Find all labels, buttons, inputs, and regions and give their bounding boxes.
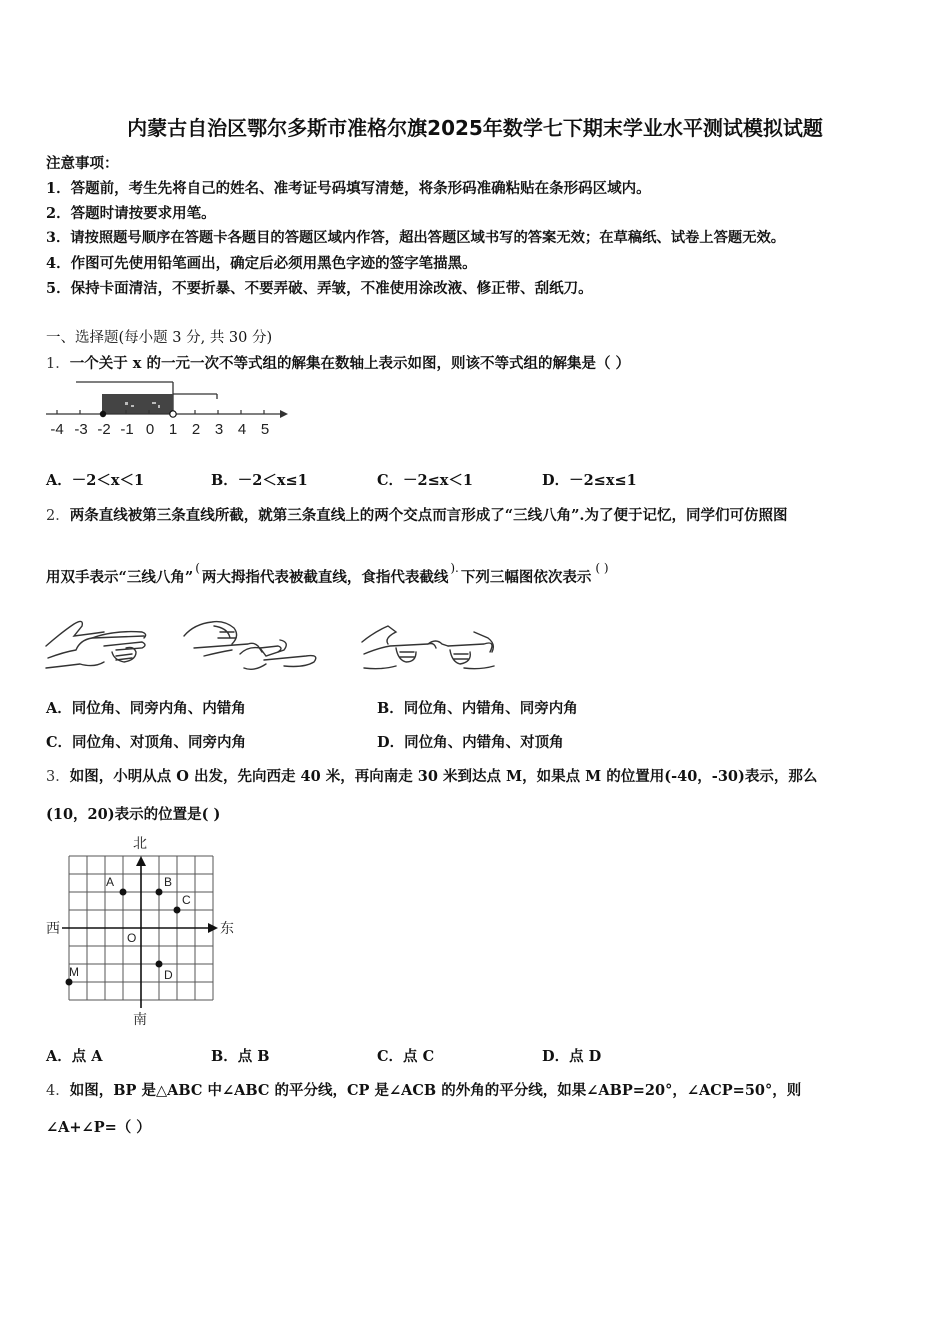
hand-figure-1 (46, 621, 146, 668)
option-d: D．－2≤x≤1 (542, 472, 637, 489)
axis-tick-label: -4 (50, 421, 64, 438)
point-b-label: B (164, 875, 173, 889)
axis-tick-label: 2 (191, 421, 201, 438)
axis-tick-label: -1 (120, 421, 134, 438)
question-text: ∠A+∠P=（ ） (46, 1119, 151, 1136)
option-a: A．－2＜x＜1 (46, 472, 145, 489)
number-line-figure (40, 376, 290, 440)
point-d-label: D (164, 968, 173, 982)
option-b: B．点 B (211, 1048, 270, 1065)
north-label: 北 (133, 835, 147, 851)
east-label: 东 (220, 920, 234, 936)
axis-tick-label: -2 (97, 421, 111, 438)
option-b: B．同位角、内错角、同旁内角 (377, 700, 578, 717)
question-text: 下列三幅图依次表示 (460, 569, 592, 586)
question-text: 用双手表示“三线八角” (46, 569, 194, 586)
paren-open: ( (195, 561, 200, 575)
section-heading: 一、选择题(每小题 3 分, 共 30 分) (46, 330, 273, 346)
option-c: C．－2≤x＜1 (377, 472, 474, 489)
notice-heading: 注意事项： (46, 155, 119, 172)
axis-tick-label: 4 (237, 421, 247, 438)
option-d: D．点 D (542, 1048, 602, 1065)
origin-label: O (127, 931, 137, 945)
question-text: 两大拇指代表被截直线，食指代表截线 (201, 569, 449, 586)
question-text: 如图，小明从点 O 出发，先向西走 40 米，再向南走 30 米到达点 M，如果点 M 的位置用(-40，-30)表示，那么 (69, 768, 818, 785)
question-2 (46, 504, 787, 525)
question-4 (46, 1079, 801, 1100)
west-label: 西 (46, 920, 60, 936)
notice-item: 2．答题时请按要求用笔。 (46, 205, 216, 222)
point-m (66, 979, 73, 986)
notice-item: 1．答题前，考生先将自己的姓名、准考证号码填写清楚，将条形码准确粘贴在条形码区域内。 (46, 180, 651, 197)
point-d (156, 961, 163, 968)
question-1 (46, 352, 630, 373)
page-title: 内蒙古自治区鄂尔多斯市准格尔旗2025年数学七下期末学业水平测试模拟试题 (127, 116, 823, 140)
question-2-line-2 (46, 561, 609, 587)
hand-figure-2 (184, 622, 316, 670)
open-endpoint (170, 411, 176, 417)
axis-tick-label: 0 (145, 421, 155, 438)
axis-tick-label: 3 (214, 421, 224, 438)
option-b: B．－2＜x≤1 (211, 472, 308, 489)
notice-item: 3．请按照题号顺序在答题卡各题目的答题区域内作答，超出答题区域书写的答案无效；在草稿纸、试卷上答题无效。 (46, 230, 786, 246)
point-b (156, 889, 163, 896)
south-label: 南 (133, 1011, 147, 1027)
option-d: D．同位角、内错角、对顶角 (377, 734, 564, 751)
question-text: 两条直线被第三条直线所截，就第三条直线上的两个交点而言形成了“三线八角”.为了便于记忆，同学们可仿照图 (69, 507, 788, 524)
point-c-label: C (182, 893, 191, 907)
point-a (120, 889, 127, 896)
point-a-label: A (106, 875, 115, 889)
hand-gesture-figures (44, 612, 499, 678)
notice-item: 5．保持卡面清洁，不要折暴、不要弄破、弄皱，不准使用涂改液、修正带、刮纸刀。 (46, 280, 593, 297)
closed-endpoint (100, 411, 106, 417)
option-a: A．点 A (46, 1048, 103, 1065)
option-c: C．同位角、对顶角、同旁内角 (46, 734, 247, 751)
question-number: 1． (46, 356, 70, 372)
coordinate-grid-figure (40, 830, 240, 1030)
question-text: 如图，BP 是△ABC 中∠ABC 的平分线，CP 是∠ACB 的外角的平分线，如果∠ABP=20°，∠ACP=50°，则 (69, 1082, 802, 1099)
point-m-label: M (69, 965, 79, 979)
question-number: 3． (46, 769, 70, 785)
hand-figure-3 (362, 626, 494, 669)
axis-tick-label: 1 (168, 421, 178, 438)
question-text: 一个关于 x 的一元一次不等式组的解集在数轴上表示如图，则该不等式组的解集是（ ） (69, 355, 631, 372)
option-c: C．点 C (377, 1048, 435, 1065)
notice-item: 4．作图可先使用铅笔画出，确定后必须用黑色字迹的签字笔描黑。 (46, 255, 477, 272)
point-c (174, 907, 181, 914)
paren-close: ). (450, 561, 459, 575)
question-number: 2． (46, 508, 70, 524)
question-3 (46, 765, 817, 786)
axis-tick-label: -3 (74, 421, 88, 438)
answer-blank: ( ) (595, 561, 609, 575)
question-number: 4． (46, 1083, 70, 1099)
axis-tick-label: 5 (260, 421, 270, 438)
question-text: (10，20)表示的位置是( ) (46, 806, 221, 823)
option-a: A．同位角、同旁内角、内错角 (46, 700, 246, 717)
